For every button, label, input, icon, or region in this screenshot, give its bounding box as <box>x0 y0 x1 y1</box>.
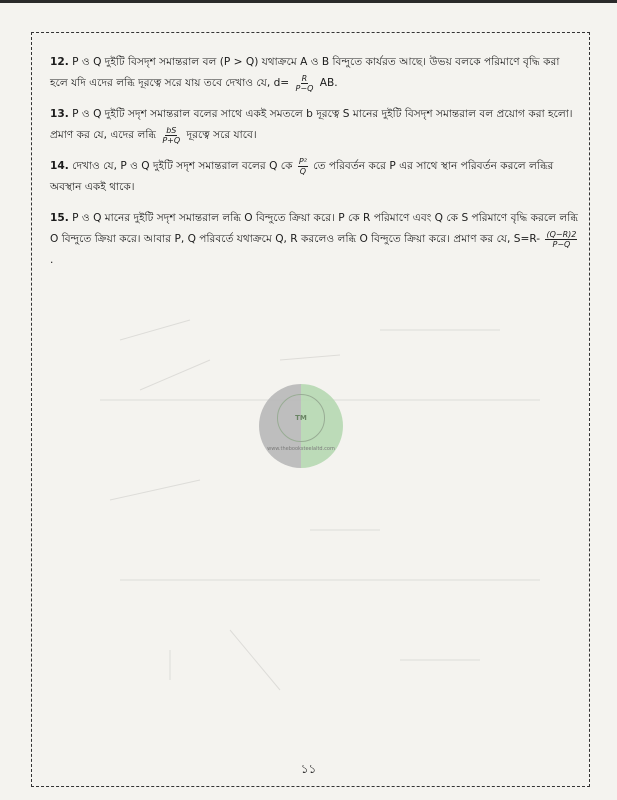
question-text: দেখাও যে, P ও Q দুইটি সদৃশ সমান্তরাল বলের Q কে <box>72 160 293 172</box>
question-text-end: দূরত্বে সরে যাবে। <box>183 129 257 141</box>
question-list <box>50 52 580 281</box>
question-text-end: AB. <box>316 77 338 89</box>
question-text-end: . <box>50 254 54 266</box>
publisher-watermark-logo <box>259 384 343 468</box>
fraction: $\frac{R}{P-Q}$ <box>295 73 314 93</box>
question-12 <box>50 52 580 94</box>
watermark-url: www.thebooksteelaltd.com <box>267 446 335 452</box>
question-number: 13. <box>50 108 69 120</box>
fraction: $\frac{\text{P²}}{Q}$ <box>298 156 307 176</box>
question-number: 12. <box>50 56 69 68</box>
question-text-end: তে পরিবর্তন করে P এর সাথে স্থান পরিবর্তন করলে লব্ধির অবস্থান একই থাকে। <box>50 160 554 193</box>
question-number: 14. <box>50 160 69 172</box>
question-14 <box>50 156 580 198</box>
watermark-emblem-icon: TM <box>277 394 325 442</box>
page-number: ১১ <box>300 762 317 776</box>
top-border-line <box>0 0 617 3</box>
question-text: P ও Q মানের দুইটি সদৃশ সমান্তরাল লব্ধি O বিন্দুতে ক্রিয়া করে। P কে R পরিমাণে এবং Q কে S পরিমাণে বৃদ্ধি করলে লব্ধি O বিন্দুতে ক্রিয়া করে। আবার P, Q পরিবর্তে যথাক্রমে Q, R করলেও লব্ধি O বিন্দুতে ক্রিয়া করে। প্রমাণ কর যে, S=R- <box>50 212 578 245</box>
question-text: P ও Q দুইটি সদৃশ সমান্তরাল বলের সাথে একই সমতলে b দূরত্বে S মানের দুইটি বিসদৃশ সমান্তরাল বল প্রয়োগ করা হলো। প্রমাণ কর যে, এদের লব্ধি <box>50 108 573 141</box>
question-number: 15. <box>50 212 69 224</box>
question-text: P ও Q দুইটি বিসদৃশ সমান্তরাল বল (P > Q) যথাক্রমে A ও B বিন্দুতে কার্যরত আছে। উভয় বলকে পরিমাণে বৃদ্ধি করা হলে যদি এদের লব্ধি দূরত্বে সরে যায় তবে দেখাও যে, d= <box>50 56 560 89</box>
show-through-background <box>80 300 560 700</box>
question-15 <box>50 208 580 271</box>
question-13 <box>50 104 580 146</box>
fraction: $\frac{(Q-R)2}{P-Q}$ <box>546 229 577 249</box>
fraction: $\frac{bS}{P+Q}$ <box>162 125 181 145</box>
